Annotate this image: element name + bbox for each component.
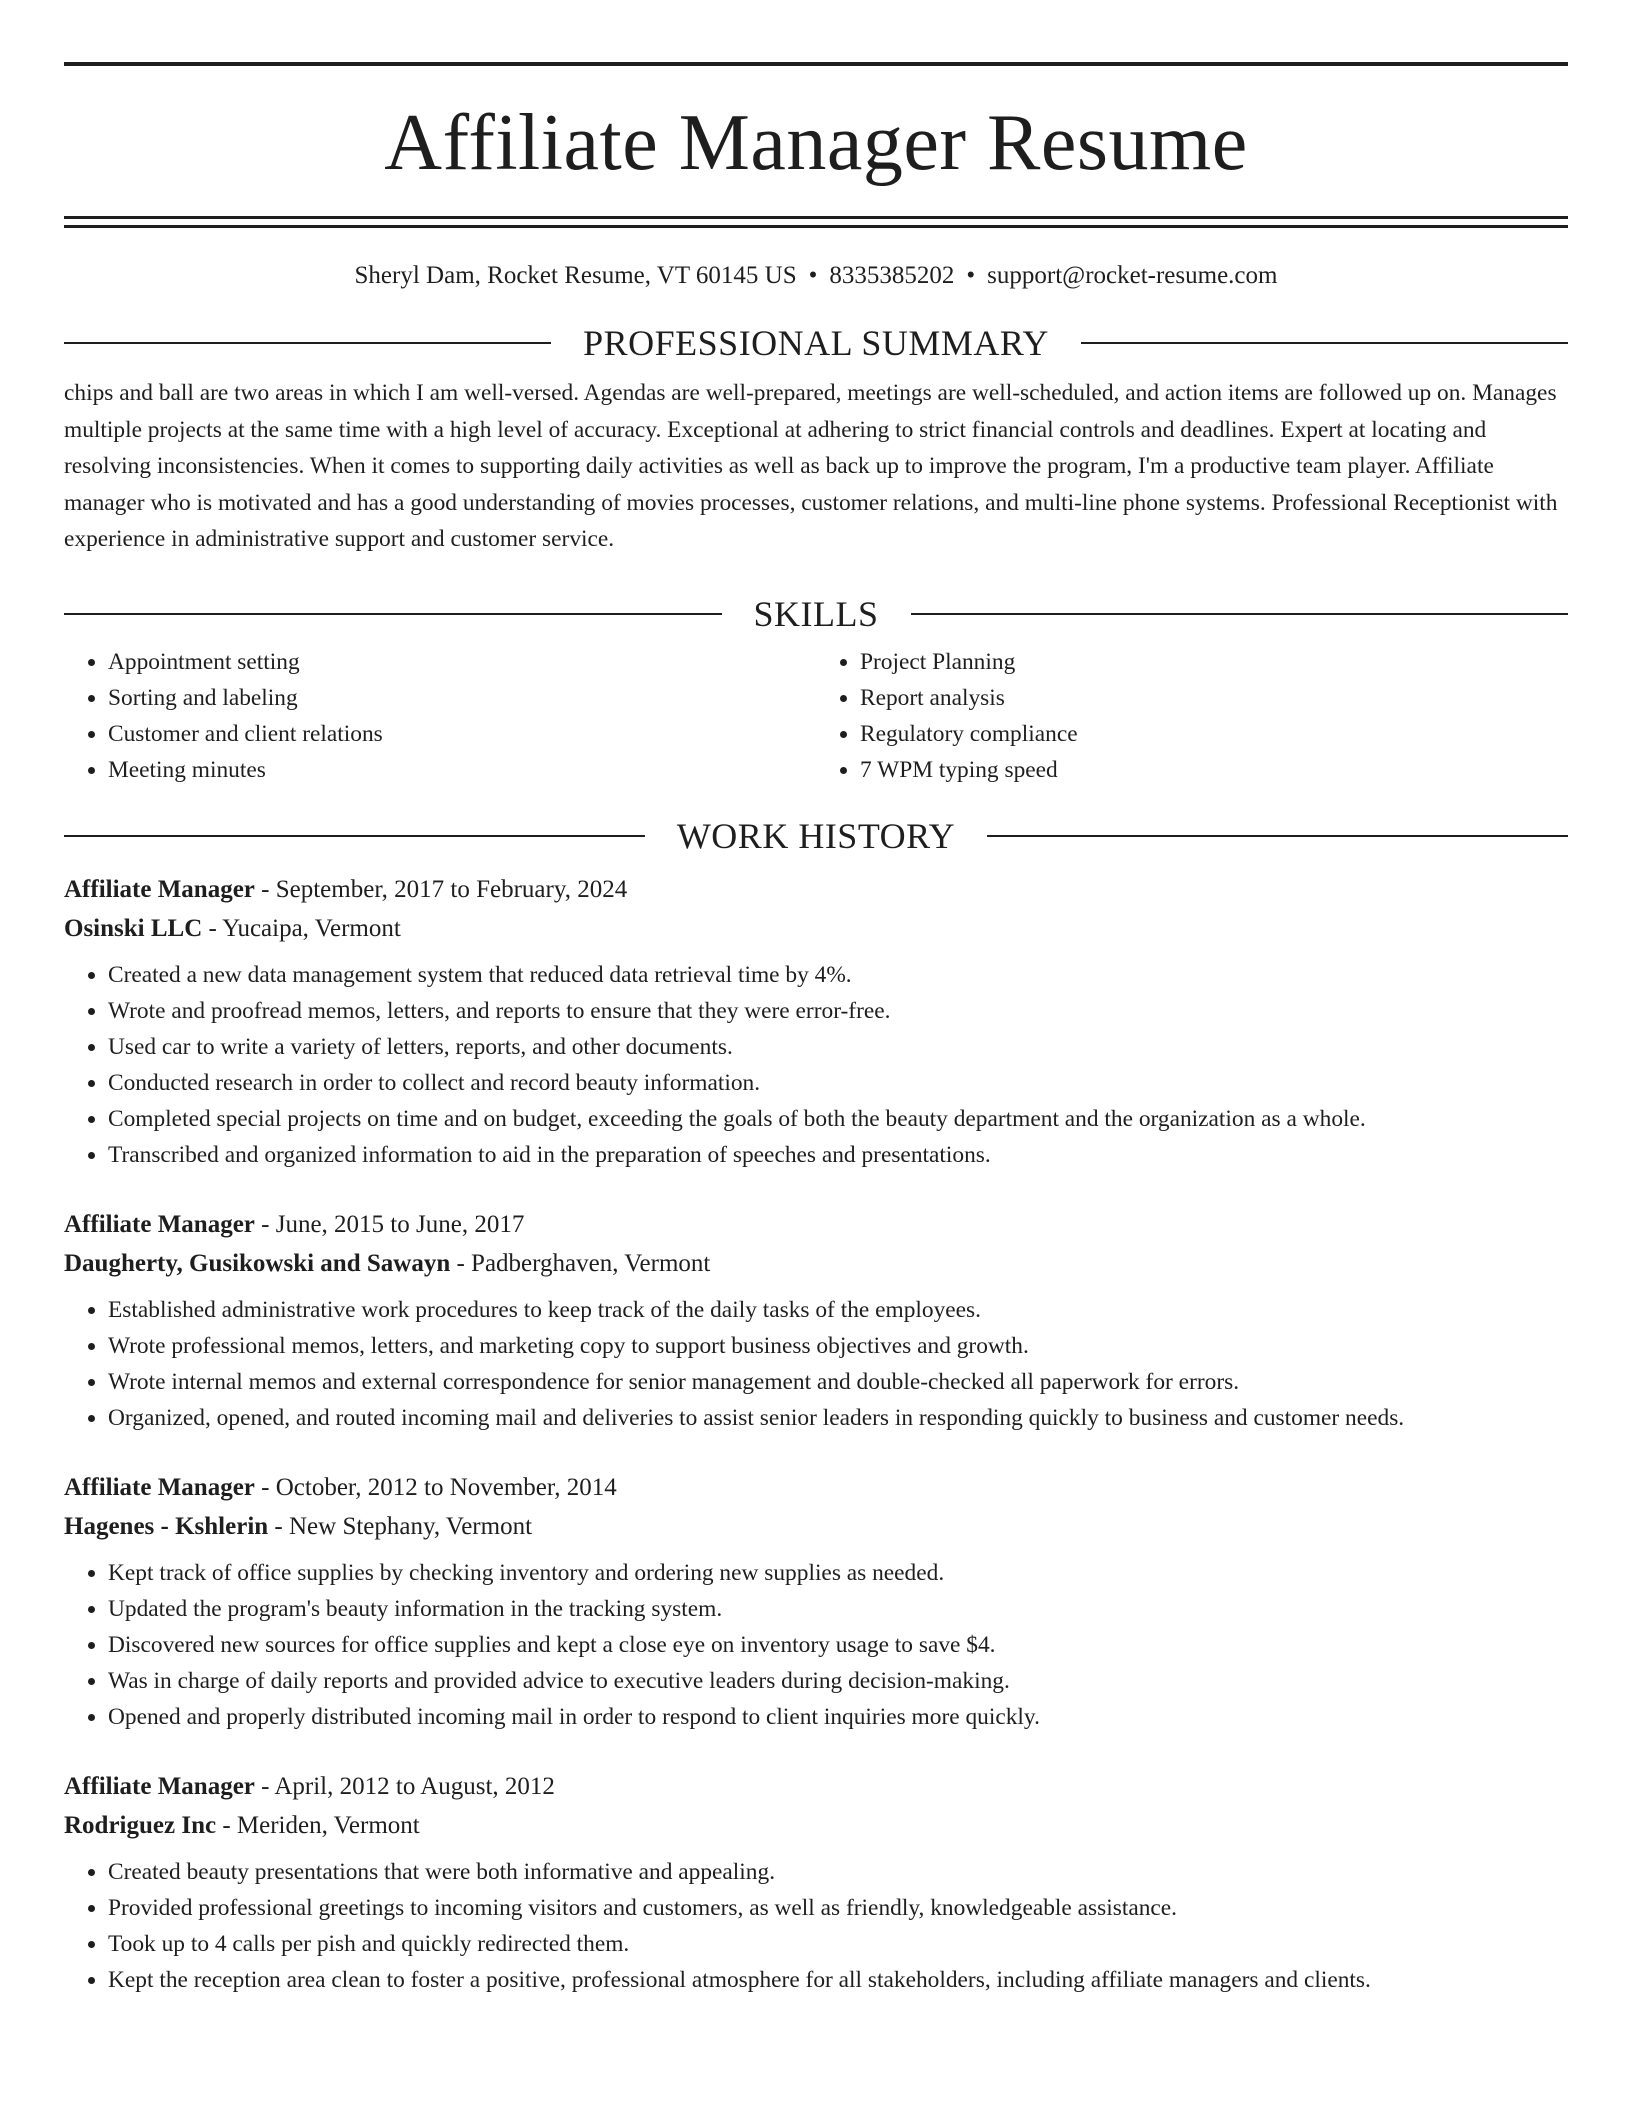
job-company: Osinski LLC [64, 914, 203, 942]
job-bullet: • Wrote internal memos and external correspondence for senior management and double-checked all paperwork for errors. [108, 1364, 1568, 1400]
job-company: Daugherty, Gusikowski and Sawayn [64, 1249, 451, 1277]
job-location: - Yucaipa, Vermont [202, 914, 401, 942]
resume-page [64, 62, 1568, 1998]
job-location: - Padberghaven, Vermont [450, 1249, 711, 1277]
skill-item: • Regulatory compliance [860, 716, 1568, 752]
summary-text: chips and ball are two areas in which I am well-versed. Agendas are well-prepared, meetings are well-scheduled, and action items are followed up on. Manages multiple projects at the same time with a high level of accuracy. Exceptional at adhering to strict financial controls and deadlines. Expert at locating and resolving inconsistencies. When it comes to supporting daily activities as well as back up to improve the program, I'm a productive team player. Affiliate manager who is motivated and has a good understanding of movies processes, customer relations, and multi-line phone systems. Professional Receptionist with experience in administrative support and customer service. [64, 380, 1558, 553]
resume-title: Affiliate Manager Resume [384, 99, 1248, 187]
job-bullets [64, 1292, 1568, 1436]
job-title-line [64, 1205, 1568, 1244]
job-bullet: • Kept track of office supplies by checking inventory and ordering new supplies as needed. [108, 1555, 1568, 1591]
job-dates: - September, 2017 to February, 2024 [254, 875, 628, 903]
job-bullets [64, 1555, 1568, 1735]
job-entry [64, 1205, 1568, 1436]
heading-rule [911, 613, 1569, 615]
skills-column-left [64, 644, 816, 788]
contact-separator: • [966, 262, 976, 289]
job-bullet: • Organized, opened, and routed incoming mail and deliveries to assist senior leaders in responding quickly to business and customer needs. [108, 1400, 1568, 1436]
skill-item: • 7 WPM typing speed [860, 752, 1568, 788]
heading-rule [64, 835, 645, 837]
job-title: Affiliate Manager [64, 1772, 255, 1800]
skill-item: • Customer and client relations [108, 716, 816, 752]
job-bullet: • Opened and properly distributed incoming mail in order to respond to client inquiries more quickly. [108, 1699, 1568, 1735]
contact-email[interactable]: support@rocket-resume.com [987, 262, 1278, 289]
skill-item: • Appointment setting [108, 644, 816, 680]
job-location: - Meriden, Vermont [216, 1811, 420, 1839]
job-dates: - October, 2012 to November, 2014 [254, 1473, 617, 1501]
job-title: Affiliate Manager [64, 1210, 255, 1238]
skills-heading [64, 593, 1568, 634]
work-heading [64, 815, 1568, 856]
contact-separator: • [808, 262, 818, 289]
heading-rule [987, 835, 1568, 837]
job-dates: - June, 2015 to June, 2017 [254, 1210, 525, 1238]
job-entry [64, 870, 1568, 1173]
job-company: Hagenes - Kshlerin [64, 1512, 269, 1540]
contact-address: Sheryl Dam, Rocket Resume, VT 60145 US [354, 262, 797, 289]
job-company-line [64, 1507, 1568, 1546]
job-bullet: • Transcribed and organized information to aid in the preparation of speeches and presentations. [108, 1137, 1568, 1173]
skill-item: • Report analysis [860, 680, 1568, 716]
title-double-rule [64, 216, 1568, 228]
job-bullet: • Conducted research in order to collect and record beauty information. [108, 1065, 1568, 1101]
job-company: Rodriguez Inc [64, 1811, 217, 1839]
job-bullet: • Created a new data management system that reduced data retrieval time by 4%. [108, 957, 1568, 993]
heading-rule [64, 342, 551, 344]
contact-line [64, 261, 1568, 291]
skills-column-right [816, 644, 1568, 788]
heading-rule [64, 613, 722, 615]
job-bullet: • Was in charge of daily reports and provided advice to executive leaders during decision-making. [108, 1663, 1568, 1699]
job-title: Affiliate Manager [64, 875, 255, 903]
skill-item: • Meeting minutes [108, 752, 816, 788]
heading-rule [1081, 342, 1568, 344]
top-rule [64, 62, 1568, 66]
contact-phone: 8335385202 [829, 262, 955, 289]
job-bullet: • Wrote and proofread memos, letters, and reports to ensure that they were error-free. [108, 993, 1568, 1029]
job-bullet: • Established administrative work procedures to keep track of the daily tasks of the employees. [108, 1292, 1568, 1328]
job-company-line [64, 1806, 1568, 1845]
job-title-line [64, 1767, 1568, 1806]
job-bullet: • Kept the reception area clean to foster a positive, professional atmosphere for all stakeholders, including affiliate managers and clients. [108, 1962, 1568, 1998]
job-bullets [64, 957, 1568, 1173]
job-bullet: • Took up to 4 calls per pish and quickly redirected them. [108, 1926, 1568, 1962]
job-bullet: • Provided professional greetings to incoming visitors and customers, as well as friendly, knowledgeable assistance. [108, 1890, 1568, 1926]
skills-list [64, 644, 1568, 788]
job-bullet: • Used car to write a variety of letters, reports, and other documents. [108, 1029, 1568, 1065]
job-company-line [64, 1244, 1568, 1283]
job-bullet: • Wrote professional memos, letters, and marketing copy to support business objectives and growth. [108, 1328, 1568, 1364]
skill-item: • Sorting and labeling [108, 680, 816, 716]
job-dates: - April, 2012 to August, 2012 [254, 1772, 555, 1800]
job-title: Affiliate Manager [64, 1473, 255, 1501]
job-bullet: • Updated the program's beauty information in the tracking system. [108, 1591, 1568, 1627]
job-bullet: • Completed special projects on time and on budget, exceeding the goals of both the beauty department and the organization as a whole. [108, 1101, 1568, 1137]
skills-heading-label: SKILLS [753, 593, 879, 634]
summary-heading [64, 325, 1568, 361]
summary-heading-label: PROFESSIONAL SUMMARY [583, 323, 1049, 363]
job-entry [64, 1767, 1568, 1998]
work-heading-label: WORK HISTORY [676, 815, 956, 856]
job-location: - New Stephany, Vermont [268, 1512, 533, 1540]
skill-item: • Project Planning [860, 644, 1568, 680]
job-title-line [64, 1468, 1568, 1507]
job-bullet: • Created beauty presentations that were both informative and appealing. [108, 1854, 1568, 1890]
job-bullets [64, 1854, 1568, 1998]
job-bullet: • Discovered new sources for office supplies and kept a close eye on inventory usage to save $4. [108, 1627, 1568, 1663]
job-title-line [64, 870, 1568, 909]
job-entry [64, 1468, 1568, 1735]
job-company-line [64, 909, 1568, 948]
